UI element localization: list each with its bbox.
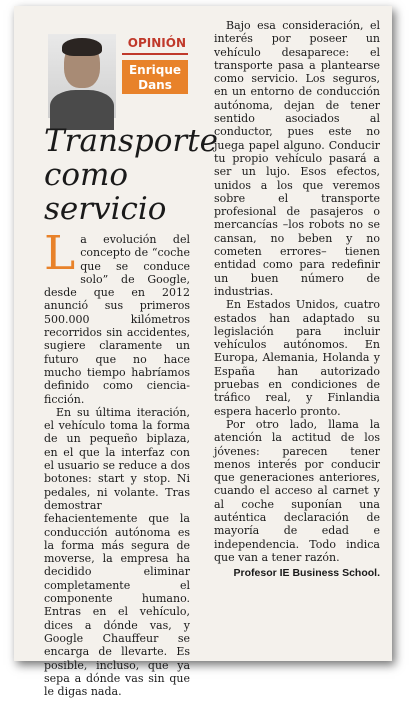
headline-line-3: servicio — [44, 191, 167, 227]
photo-hair — [62, 38, 102, 56]
paragraph-4: En Estados Unidos, cuatro estados han adaptado su legislación para incluir vehículos autónomos. En Europa, Alemania, Holanda y España han autorizado pruebas en condiciones de tráfico real, y Finlandia espera hacerlo pronto. — [214, 298, 380, 418]
paragraph-3: Bajo esa consideración, el interés por poseer un vehículo desaparece: el transporte pasa a plantearse como servicio. Los seguros, en un entorno de conducción autónoma, dejan de tener sentido asociados al conductor, pues este no juega papel alguno. Conducir tu propio vehículo pasará a ser un lujo. Esos efectos, unidos a los que veremos sobre el transporte profesional de pasajeros o mercancías –los robots no se cansan, no beben y no cometen errores– tienen entidad como para redefinir un buen número de industrias. — [214, 19, 380, 298]
headline-line-1: Transporte — [44, 123, 218, 159]
article-column-right — [214, 19, 380, 580]
author-signature: Profesor IE Business School. — [233, 567, 380, 580]
drop-cap: L — [44, 226, 76, 281]
newspaper-clipping — [14, 6, 392, 699]
paragraph-2: En su última iteración, el vehículo toma la forma de un pequeño biplaza, en el que la interfaz con el usuario se reduce a dos botones: start y stop. Ni pedales, ni volante. Tras demostrar fehacientemente que la conducción autónoma es la forma más segura de moverse, la empresa ha decidido eliminar completamente el componente humano. Entras en el vehículo, dices a dónde vas, y Google Chauffeur se encarga de llevarte. Es posible, incluso, que ya sepa a dónde vas sin que le digas nada. — [44, 405, 190, 699]
paragraph-5: Por otro lado, llama la atención la actitud de los jóvenes: parecen tener menos interés por conducir que generaciones anteriores, cuando el acceso al carnet y al coche suponían una auténtica declaración de mayoría de edad e independencia. Todo indica que van a tener razón. — [214, 417, 380, 564]
paragraph-1 — [44, 226, 190, 406]
section-rule — [122, 53, 188, 55]
author-box — [122, 60, 188, 94]
author-last-name: Dans — [138, 78, 172, 92]
paragraph-1-text: a evolución del concepto de “coche que se conduce solo” de Google, desde que en 2012 anunció sus primeros 500.000 kilómetros recorridos sin accidentes, sugiere claramente un futuro que no hace mucho tiempo habríamos definido como ciencia-ficción. — [44, 233, 190, 406]
author-photo — [48, 34, 116, 118]
headline-line-2: como — [44, 157, 129, 193]
section-label: OPINIÓN — [127, 36, 186, 50]
author-first-name: Enrique — [128, 63, 182, 77]
article-column-left — [44, 226, 190, 699]
headline — [44, 123, 218, 227]
